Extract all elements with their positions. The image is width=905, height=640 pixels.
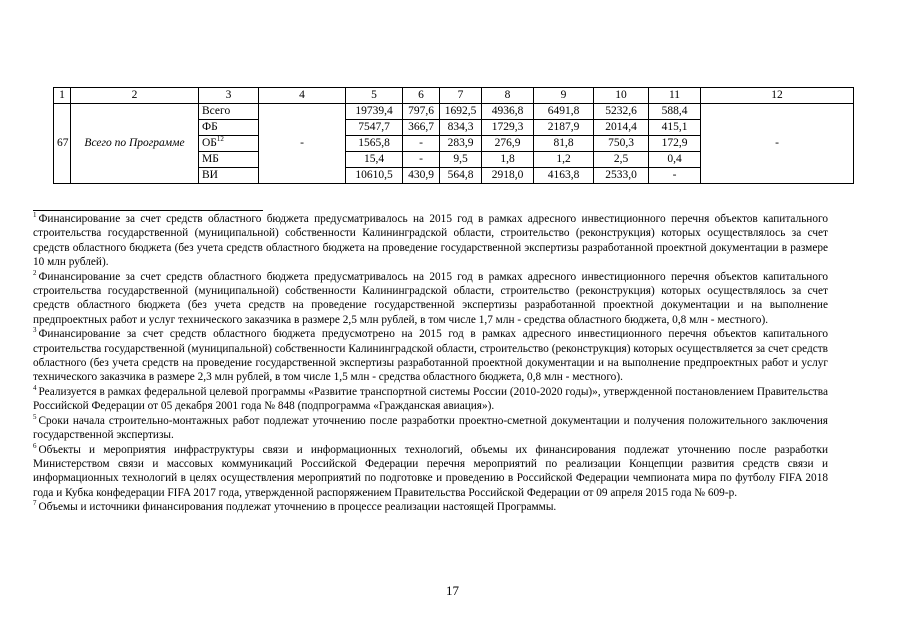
column-12-cell: - [701,104,854,184]
footnote [33,327,828,385]
row-number-cell: 67 [54,104,71,184]
value-cell: 276,9 [482,136,534,152]
funding-source-cell [199,136,259,152]
value-cell: 9,5 [440,152,482,168]
row-name-cell: Всего по Программе [71,104,199,184]
footnote-mark: 5 [33,412,37,421]
value-cell: 564,8 [440,168,482,184]
footnote-text: Сроки начала строительно-монтажных работ подлежат уточнению после разработки проектно-сметной документации и получения положительного заключения государственной экспертизы. [33,414,828,442]
footnote-text: Реализуется в рамках федеральной целевой программы «Развитие транспортной системы России (2010-2020 годы)», утвержденной постановлением Правительства Российской Федерации от 05 декабря 2001 года № 848 (подпрограмма «Гражданская авиация»). [33,385,828,413]
header-cell: 9 [534,88,594,104]
value-cell: 2187,9 [534,120,594,136]
table-header-row [54,88,854,104]
footnote-mark: 4 [33,384,37,393]
page-number: 17 [446,583,459,598]
value-cell: 10610,5 [346,168,403,184]
value-cell: 834,3 [440,120,482,136]
value-cell: - [649,168,701,184]
header-cell: 5 [346,88,403,104]
value-cell: 1565,8 [346,136,403,152]
value-cell: 15,4 [346,152,403,168]
footnote-text: Объемы и источники финансирования подлежат уточнению в процессе реализации настоящей Программы. [38,501,557,514]
value-cell: 2533,0 [594,168,649,184]
value-cell: 588,4 [649,104,701,120]
value-cell: 0,4 [649,152,701,168]
value-cell: 4163,8 [534,168,594,184]
value-cell: 2014,4 [594,120,649,136]
header-cell: 10 [594,88,649,104]
header-cell: 1 [54,88,71,104]
funding-source-label: МБ [202,153,219,165]
footnote [33,270,828,328]
value-cell: 1,2 [534,152,594,168]
value-cell: 6491,8 [534,104,594,120]
value-cell: 81,8 [534,136,594,152]
header-cell: 11 [649,88,701,104]
value-cell: 5232,6 [594,104,649,120]
footnote [33,212,828,270]
funding-source-cell [199,168,259,184]
footnote [33,414,828,443]
value-cell: 2,5 [594,152,649,168]
table-row [54,104,854,120]
value-cell: 1,8 [482,152,534,168]
funding-source-label: Всего [202,105,231,117]
header-cell: 7 [440,88,482,104]
header-cell: 2 [71,88,199,104]
footnote-mark: 1 [33,211,37,220]
footnote-mark: 2 [33,268,37,277]
value-cell: 7547,7 [346,120,403,136]
value-cell: 366,7 [403,120,440,136]
header-cell: 8 [482,88,534,104]
footnote [33,385,828,414]
footnote-text: Финансирование за счет средств областного бюджета предусматривалось на 2015 год в рамках адресного инвестиционного перечня объектов капитального строительства государственной (муниципальной) собственности Калининградской области, строительство (реконструкция) которых осуществлялось за счет средств областного бюджета (без учета средств областного бюджета на проведение государственной экспертизы разработанной проектной документации в размере 10 млн рублей). [33,213,828,269]
value-cell: 797,6 [403,104,440,120]
value-cell: 415,1 [649,120,701,136]
value-cell: 283,9 [440,136,482,152]
value-cell: 4936,8 [482,104,534,120]
column-4-cell: - [259,104,346,184]
footnote-mark: 7 [33,499,37,508]
header-cell: 12 [701,88,854,104]
footnote-mark: 6 [33,441,37,450]
value-cell: 19739,4 [346,104,403,120]
footnote-ref: 12 [216,135,224,144]
footnote-text: Финансирование за счет средств областного бюджета предусмотрено на 2015 год в рамках адресного инвестиционного перечня объектов капитального строительства государственной (муниципальной) собственности Калининградской области, строительство (реконструкция) которых осуществляется за счет средств областного (без учета средств на проведение государственной экспертизы разработанной проектной документации и на выполнение предпроектных работ и услуг технического заказчика в размере 2,3 млн рублей, в том числе 1,5 млн - средства областного бюджета, 0,8 млн - местного). [33,328,828,384]
value-cell: 750,3 [594,136,649,152]
footnote-text: Финансирование за счет средств областного бюджета предусматривалось на 2015 год в рамках адресного инвестиционного перечня объектов капитального строительства государственной (муниципальной) собственности Калининградской области, строительство (реконструкция) которых осуществлялось за счет средств областного бюджета (без учета средств на проведение государственной экспертизы разработанной проектной документации и на выполнение предпроектных работ и услуг технического заказчика в размере 2,5 млн рублей, в том числе 1,7 млн - средства областного бюджета, 0,8 млн - местного). [33,270,828,326]
funding-source-label: ФБ [202,121,218,133]
funding-source-cell [199,152,259,168]
footnote [33,500,828,514]
header-cell: 3 [199,88,259,104]
footnote-separator [33,210,263,211]
funding-source-cell [199,104,259,120]
footnote [33,443,828,501]
value-cell: 1692,5 [440,104,482,120]
value-cell: 1729,3 [482,120,534,136]
funding-source-label: ВИ [202,169,218,181]
header-cell: 6 [403,88,440,104]
value-cell: 430,9 [403,168,440,184]
value-cell: 2918,0 [482,168,534,184]
budget-table [53,87,854,184]
footnote-text: Объекты и мероприятия инфраструктуры связи и информационных технологий, объемы их финансирования подлежат уточнению после разработки Министерством связи и массовых коммуникаций Российской Федерации перечня мероприятий по реализации Концепции развития средств связи и информационных технологий в целях осуществления мероприятий по подготовке и проведению в Российской Федерации чемпионата мира по футболу FIFA 2018 года и Кубка конфедерации FIFA 2017 года, утвержденной распоряжением Правительства Российской Федерации от 09 апреля 2015 года № 609-р. [33,443,828,499]
footnotes [33,212,828,515]
header-cell: 4 [259,88,346,104]
footnote-mark: 3 [33,326,37,335]
funding-source-label: ОБ [202,137,217,149]
value-cell: - [403,136,440,152]
value-cell: 172,9 [649,136,701,152]
value-cell: - [403,152,440,168]
funding-source-cell [199,120,259,136]
